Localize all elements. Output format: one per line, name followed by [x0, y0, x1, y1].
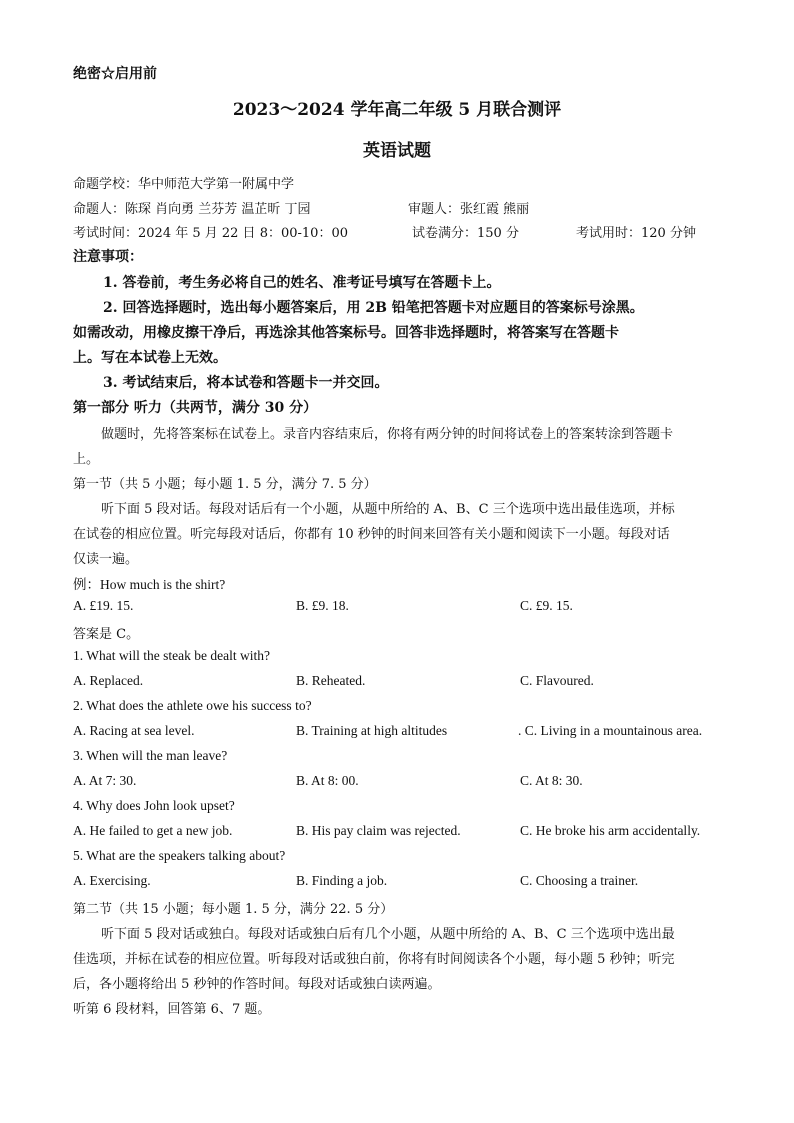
part1-intro: 做题时，先将答案标在试卷上。录音内容结束后，你将有两分钟的时间将试卷上的答案转涂到答题卡: [101, 427, 674, 442]
question-4-option-b: B. His pay claim was rejected.: [296, 823, 461, 838]
part1-intro-cont: 上。: [73, 452, 100, 467]
question-5: 5. What are the speakers talking about?: [73, 848, 286, 863]
question-3-option-b: B. At 8: 00.: [296, 773, 359, 788]
question-5-option-a: A. Exercising.: [73, 873, 151, 888]
question-5-option-b: B. Finding a job.: [296, 873, 388, 888]
question-2-option-c: . C. Living in a mountainous area.: [518, 723, 703, 738]
exam-time: 考试时间：2024 年 5 月 22 日 8：00-10：00: [73, 226, 348, 241]
section1-intro-cont: 在试卷的相应位置。听完每段对话后，你都有 10 秒钟的时间来回答有关小题和阅读下一小题。每段对话: [73, 527, 670, 542]
full-score: 试卷满分：150 分: [412, 226, 519, 241]
question-3-option-a: A. At 7: 30.: [73, 773, 137, 788]
secret-label: 绝密☆启用前: [73, 66, 157, 82]
question-3-option-c: C. At 8: 30.: [520, 773, 583, 788]
exam-title: 2023～2024 学年高二年级 5 月联合测评: [232, 100, 562, 120]
question-2-option-b: B. Training at high altitudes: [296, 723, 448, 738]
section2-intro-cont: 佳选项，并标在试卷的相应位置。听每段对话或独白前，你将有时间阅读各个小题，每小题 5 秒钟；听完: [73, 952, 675, 967]
question-1-option-a: A. Replaced.: [73, 673, 144, 688]
section1-intro-end: 仅读一遍。: [73, 552, 139, 567]
question-5-option-c: C. Choosing a trainer.: [520, 873, 639, 888]
notice-item-2-end: 上。写在本试卷上无效。: [73, 350, 227, 366]
question-3: 3. When will the man leave?: [73, 748, 228, 763]
example-option-a: A. £19. 15.: [73, 598, 134, 613]
question-4-option-a: A. He failed to get a new job.: [73, 823, 233, 838]
notice-item-2-cont: 如需改动，用橡皮擦干净后，再选涂其他答案标号。回答非选择题时，将答案写在答题卡: [73, 325, 619, 341]
section2-intro-end: 后，各小题将给出 5 秒钟的作答时间。每段对话或独白读两遍。: [73, 977, 441, 992]
material-6-instruction: 听第 6 段材料，回答第 6、7 题。: [73, 1002, 271, 1017]
section2-heading: 第二节（共 15 小题；每小题 1. 5 分，满分 22. 5 分）: [73, 902, 394, 917]
notice-item-2: 2. 回答选择题时，选出每小题答案后，用 2B 铅笔把答题卡对应题目的答案标号涂黑。: [103, 300, 644, 316]
question-1: 1. What will the steak be dealt with?: [73, 648, 270, 663]
section1-intro: 听下面 5 段对话。每段对话后有一个小题，从题中所给的 A、B、C 三个选项中选出最佳选项，并标: [101, 502, 675, 517]
reviewers-line: 审题人：张红霞 熊丽: [408, 202, 530, 217]
part1-heading: 第一部分 听力（共两节，满分 30 分）: [73, 400, 318, 416]
duration: 考试用时：120 分钟: [576, 226, 696, 241]
question-2: 2. What does the athlete owe his success to?: [73, 698, 312, 713]
notice-heading: 注意事项：: [73, 249, 143, 265]
example-option-b: B. £9. 18.: [296, 598, 349, 613]
question-4: 4. Why does John look upset?: [73, 798, 235, 813]
notice-item-3: 3. 考试结束后，将本试卷和答题卡一并交回。: [103, 375, 389, 391]
example-option-c: C. £9. 15.: [520, 598, 573, 613]
question-1-option-b: B. Reheated.: [296, 673, 366, 688]
question-4-option-c: C. He broke his arm accidentally.: [520, 823, 701, 838]
question-1-option-c: C. Flavoured.: [520, 673, 594, 688]
school-line: 命题学校：华中师范大学第一附属中学: [73, 177, 295, 192]
notice-item-1: 1. 答卷前，考生务必将自己的姓名、准考证号填写在答题卡上。: [103, 275, 501, 291]
example-question: 例：How much is the shirt?: [73, 577, 226, 592]
question-2-option-a: A. Racing at sea level.: [73, 723, 195, 738]
section1-heading: 第一节（共 5 小题；每小题 1. 5 分，满分 7. 5 分）: [73, 477, 377, 492]
section2-intro: 听下面 5 段对话或独白。每段对话或独白后有几个小题，从题中所给的 A、B、C 三个选项中选出最: [101, 927, 675, 942]
authors-line: 命题人：陈琛 肖向勇 兰芬芳 温芷昕 丁园: [73, 202, 311, 217]
subject-title: 英语试题: [363, 141, 431, 161]
example-answer: 答案是 C。: [73, 627, 140, 642]
